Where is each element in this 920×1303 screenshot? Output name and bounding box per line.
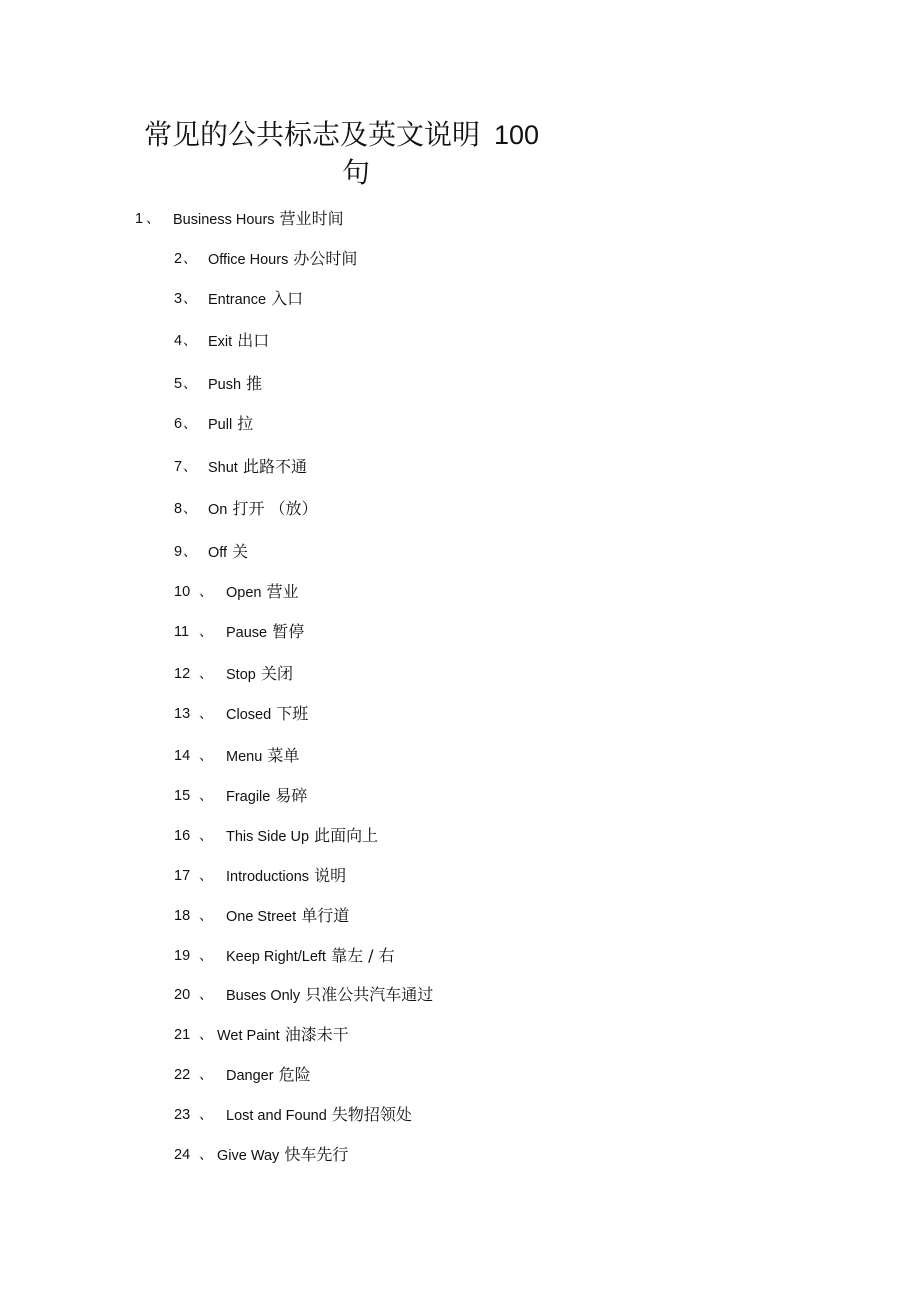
item-chinese: 下班	[276, 704, 309, 723]
item-chinese: 说明	[314, 866, 347, 885]
item-separator: 、	[183, 333, 197, 349]
item-text	[226, 864, 346, 889]
item-number: 20	[174, 987, 191, 1003]
item-separator: 、	[199, 748, 213, 764]
item-chinese: 打开 （放）	[232, 499, 318, 518]
item-text	[208, 329, 269, 354]
item-text	[217, 1143, 348, 1168]
item-separator: 、	[183, 416, 197, 432]
item-number: 4	[174, 333, 183, 349]
item-separator: 、	[183, 291, 197, 307]
item-number: 18	[174, 908, 191, 924]
list-item	[0, 540, 920, 564]
item-separator: 、	[183, 459, 197, 475]
item-english: Entrance	[208, 292, 267, 308]
item-chinese: 关闭	[260, 664, 293, 683]
list-item	[0, 864, 920, 888]
list-item	[0, 1143, 920, 1167]
item-number: 17	[174, 868, 191, 884]
item-chinese: 关	[232, 542, 249, 561]
item-chinese: 只准公共汽车通过	[305, 985, 434, 1004]
item-english: Open	[226, 585, 262, 601]
item-separator: 、	[199, 788, 213, 804]
item-separator: 、	[199, 868, 213, 884]
item-chinese: 入口	[271, 289, 304, 308]
item-separator: 、	[199, 908, 213, 924]
item-english: Menu	[226, 749, 263, 765]
item-separator: 、	[199, 987, 213, 1003]
item-chinese: 菜单	[267, 746, 300, 765]
item-chinese: 危险	[278, 1065, 311, 1084]
list-item	[0, 744, 920, 768]
item-number: 16	[174, 828, 191, 844]
item-separator: 、	[199, 624, 213, 640]
list-item	[0, 412, 920, 436]
item-number: 24	[174, 1147, 191, 1163]
item-number: 14	[174, 748, 191, 764]
item-chinese: 拉	[237, 414, 254, 433]
item-text	[226, 784, 307, 809]
item-chinese: 失物招领处	[331, 1105, 412, 1124]
item-english: Give Way	[217, 1148, 280, 1164]
item-number: 21	[174, 1027, 191, 1043]
item-english: Closed	[226, 707, 272, 723]
list-item	[0, 904, 920, 928]
item-english: Lost and Found	[226, 1108, 327, 1124]
item-text	[226, 662, 293, 687]
item-number: 19	[174, 948, 191, 964]
list-item	[0, 497, 920, 521]
item-text	[226, 983, 433, 1008]
item-text	[226, 904, 349, 929]
list-item	[0, 455, 920, 479]
item-number: 11	[174, 624, 190, 640]
item-text	[226, 1063, 311, 1088]
item-separator: 、	[183, 544, 197, 560]
item-text	[226, 944, 395, 969]
item-text	[208, 372, 262, 397]
item-separator: 、	[183, 251, 197, 267]
item-english: One Street	[226, 909, 297, 925]
item-chinese: 办公时间	[293, 249, 358, 268]
list-item	[0, 247, 920, 271]
item-number: 2	[174, 251, 183, 267]
list-item	[0, 662, 920, 686]
item-english: Fragile	[226, 789, 271, 805]
list-item	[0, 372, 920, 396]
item-english: Stop	[226, 667, 256, 683]
list-item	[0, 1023, 920, 1047]
list-item	[0, 1103, 920, 1127]
item-english: Off	[208, 545, 228, 561]
item-number: 22	[174, 1067, 191, 1083]
item-separator: 、	[199, 828, 213, 844]
title-line-2: 句	[342, 156, 371, 189]
item-chinese: 快车先行	[284, 1145, 349, 1164]
item-english: Shut	[208, 460, 238, 476]
item-text	[208, 412, 253, 437]
item-number: 5	[174, 376, 183, 392]
item-separator: 、	[199, 1027, 213, 1043]
item-text	[208, 247, 357, 272]
item-number: 8	[174, 501, 183, 517]
item-text	[226, 702, 308, 727]
item-english: Danger	[226, 1068, 274, 1084]
item-number: 1	[135, 211, 144, 227]
item-text	[226, 744, 299, 769]
item-english: This Side Up	[226, 829, 310, 845]
item-english: Introductions	[226, 869, 310, 885]
list-item	[0, 287, 920, 311]
item-english: Buses Only	[226, 988, 301, 1004]
list-item	[0, 784, 920, 808]
item-text	[208, 287, 303, 312]
list-item	[0, 580, 920, 604]
item-number: 23	[174, 1107, 191, 1123]
item-number: 10	[174, 584, 191, 600]
item-chinese: 此路不通	[242, 457, 307, 476]
item-chinese: 营业	[266, 582, 299, 601]
list-item	[0, 1063, 920, 1087]
item-chinese: 推	[246, 374, 263, 393]
item-text	[226, 824, 378, 849]
item-separator: 、	[199, 1107, 213, 1123]
item-number: 3	[174, 291, 183, 307]
item-english: Pull	[208, 417, 233, 433]
item-number: 12	[174, 666, 191, 682]
item-number: 13	[174, 706, 191, 722]
item-chinese: 靠左 / 右	[331, 946, 395, 965]
item-english: Wet Paint	[217, 1028, 280, 1044]
item-number: 15	[174, 788, 191, 804]
item-text	[208, 455, 307, 480]
item-text	[208, 497, 318, 522]
title-line-1	[144, 118, 539, 152]
item-separator: 、	[199, 948, 213, 964]
list-item	[0, 620, 920, 644]
title-chinese: 常见的公共标志及英文说明	[144, 118, 481, 151]
list-item	[0, 983, 920, 1007]
item-english: Keep Right/Left	[226, 949, 326, 965]
item-english: Office Hours	[208, 252, 289, 268]
item-chinese: 暂停	[272, 622, 305, 641]
item-english: Exit	[208, 334, 233, 350]
list-item	[0, 824, 920, 848]
item-chinese: 营业时间	[279, 209, 344, 228]
item-english: On	[208, 502, 228, 518]
item-text	[226, 1103, 412, 1128]
item-separator: 、	[199, 1147, 213, 1163]
item-separator: 、	[146, 211, 160, 227]
item-separator: 、	[199, 1067, 213, 1083]
list-item	[0, 329, 920, 353]
item-number: 6	[174, 416, 183, 432]
item-separator: 、	[183, 501, 197, 517]
list-item	[0, 944, 920, 968]
item-number: 7	[174, 459, 183, 475]
item-number: 9	[174, 544, 183, 560]
item-text	[217, 1023, 349, 1048]
list-item	[0, 207, 920, 231]
item-separator: 、	[199, 666, 213, 682]
item-separator: 、	[183, 376, 197, 392]
item-english: Pause	[226, 625, 268, 641]
item-text	[208, 540, 248, 565]
item-chinese: 易碎	[275, 786, 308, 805]
item-text	[173, 207, 344, 232]
list-item	[0, 702, 920, 726]
item-separator: 、	[199, 706, 213, 722]
item-chinese: 油漆未干	[284, 1025, 349, 1044]
item-text	[226, 620, 304, 645]
item-text	[226, 580, 299, 605]
item-chinese: 出口	[237, 331, 270, 350]
title-number: 100	[494, 120, 540, 150]
item-english: Push	[208, 377, 242, 393]
item-english: Business Hours	[173, 212, 275, 228]
item-chinese: 单行道	[301, 906, 350, 925]
item-separator: 、	[199, 584, 213, 600]
item-chinese: 此面向上	[314, 826, 379, 845]
